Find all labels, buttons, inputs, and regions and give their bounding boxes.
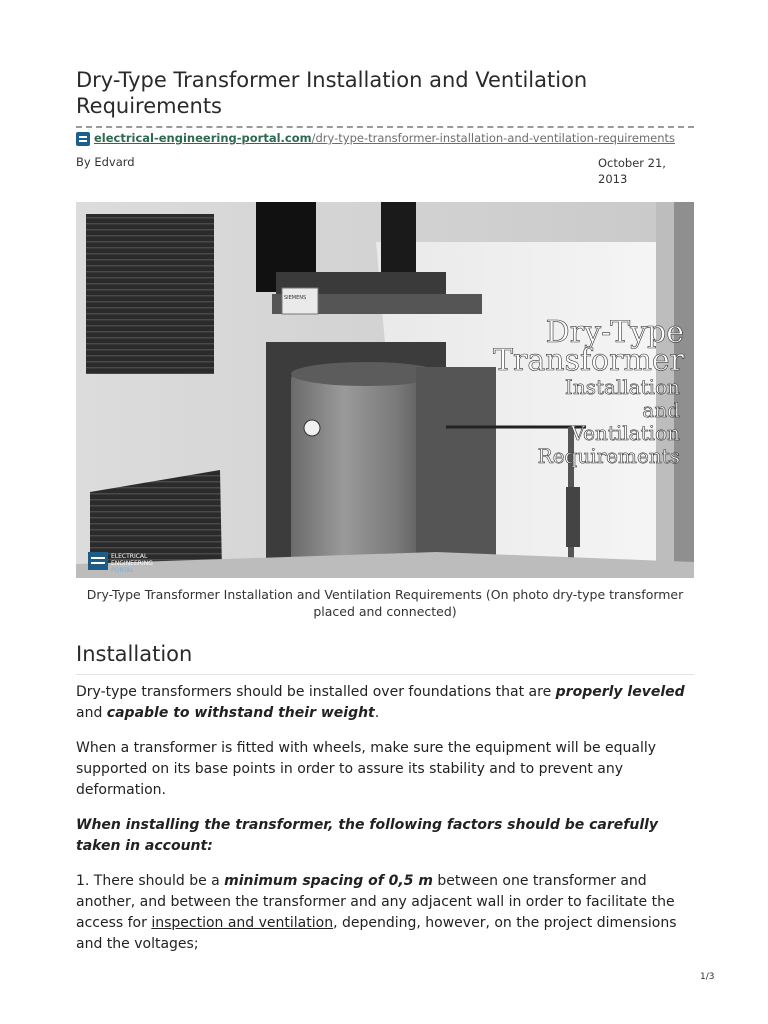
overlay-line: Ventilation — [570, 421, 680, 445]
text-run: . — [374, 705, 380, 721]
site-favicon-icon — [76, 132, 90, 146]
inspection-ventilation-link[interactable]: inspection and ventilation — [151, 915, 334, 931]
source-url-link[interactable] — [94, 131, 675, 145]
publish-date: October 21, 2013 — [598, 156, 666, 186]
transformer-photo — [76, 202, 694, 578]
source-domain[interactable]: electrical-engineering-portal.com — [94, 131, 312, 145]
paragraph-factors-intro: When installing the transformer, the following factors should be carefully taken in account: — [76, 817, 659, 854]
overlay-line: and — [642, 398, 680, 422]
source-link-row — [76, 126, 694, 150]
emphasis-text: minimum spacing of 0,5 m — [224, 873, 433, 889]
paragraph-foundations — [76, 682, 694, 724]
hero-image — [76, 202, 694, 578]
section-heading: Installation — [76, 642, 694, 675]
overlay-line: Requirements — [537, 444, 680, 468]
paragraph-spacing — [76, 871, 694, 955]
text-run: 1. There should be a — [76, 873, 225, 889]
text-run: and — [76, 705, 107, 721]
page-number: 1/3 — [700, 972, 715, 982]
overlay-line: Transformer — [492, 343, 684, 378]
article-title: Dry-Type Transformer Installation and Ventilation Requirements — [76, 68, 588, 118]
text-run: Dry-type transformers should be installed over foundations that are — [76, 684, 556, 700]
text-run: between one transformer and another, and between the transformer and any adjacent wall in order to facilitate the access for — [76, 873, 675, 931]
nameplate-label: SIEMENS — [284, 295, 307, 301]
text-run: , depending, however, on the project dimensions and the voltages; — [76, 915, 677, 952]
overlay-line: Installation — [564, 375, 680, 399]
paragraph-wheels: When a transformer is fitted with wheels, make sure the equipment will be equally supported on its base points in order to assure its stability and to prevent any deformation. — [76, 740, 657, 798]
overlay-line: Dry-Type — [545, 315, 684, 350]
emphasis-text: properly leveled — [555, 684, 685, 700]
emphasis-text: capable to withstand their weight — [106, 705, 375, 721]
logo-text: ENGINEERING — [111, 560, 153, 567]
image-caption: Dry-Type Transformer Installation and Ventilation Requirements (On photo dry-type transformer placed and connected) — [86, 587, 684, 619]
author-byline: By Edvard — [76, 155, 135, 169]
logo-text: ELECTRICAL — [111, 553, 148, 560]
source-path[interactable]: /dry-type-transformer-installation-and-ventilation-requirements — [311, 131, 676, 145]
logo-text: PORTAL — [111, 567, 134, 574]
